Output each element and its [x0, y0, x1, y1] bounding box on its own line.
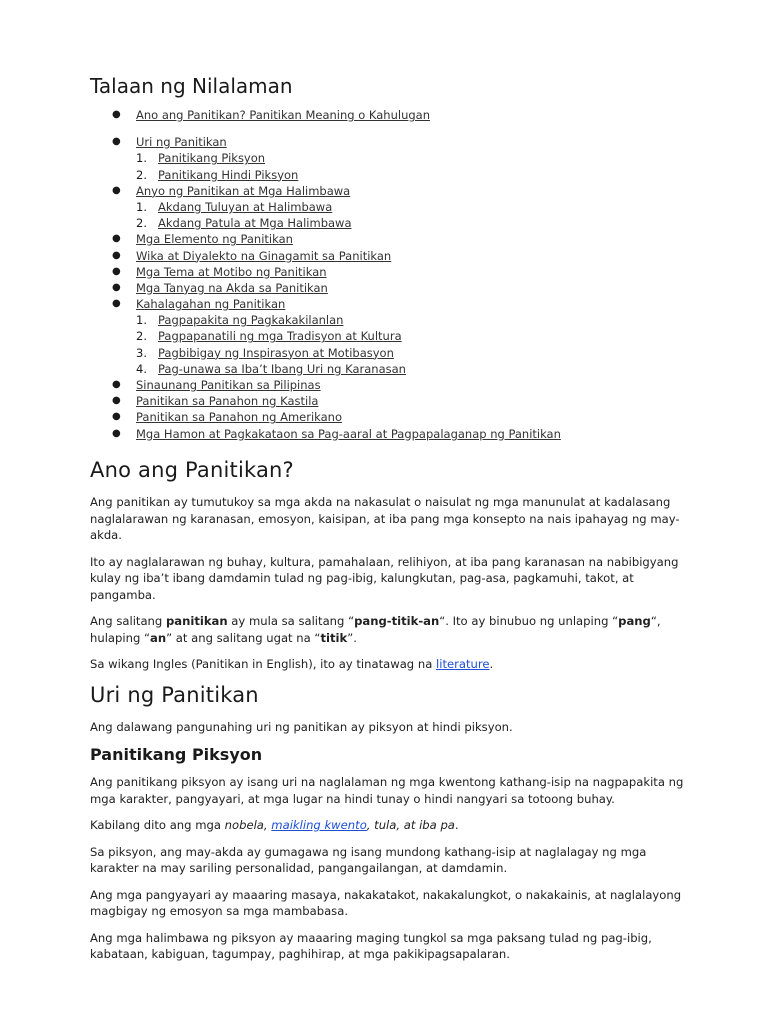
bullet-icon: ●: [112, 411, 121, 423]
text-run: .: [489, 657, 494, 671]
toc-subitem: [112, 328, 672, 344]
text-run: ” at ang salitang ugat na “: [166, 630, 321, 645]
toc-link[interactable]: Pagpapanatili ng mga Tradisyon at Kultura: [158, 329, 402, 344]
toc-link[interactable]: Mga Tanyag na Akda sa Panitikan: [136, 280, 328, 295]
toc-item: [112, 231, 672, 247]
toc-link[interactable]: Akdang Patula at Mga Halimbawa: [158, 216, 352, 231]
bullet-icon: ●: [112, 184, 121, 196]
toc-link[interactable]: Panitikan sa Panahon ng Amerikano: [136, 410, 343, 425]
bullet-icon: ●: [112, 281, 121, 293]
paragraph: Ang panitikan ay tumutukoy sa mga akda na nakasulat o naisulat ng mga manunulat at kadalasang naglalarawan ng karanasan, emosyon, kaisipan, at iba pang mga konsepto na nais ipahayag ng may-akda.: [90, 495, 680, 542]
bold-term: titik: [320, 630, 348, 645]
toc-link[interactable]: Pag-unawa sa Iba’t Ibang Uri ng Karanasan: [158, 361, 406, 376]
text-run: Sa wikang Ingles (Panitikan in English), ito ay tinatawag na: [90, 657, 436, 671]
bold-term: pang: [618, 614, 651, 628]
toc-subitem: [112, 215, 672, 231]
toc-link[interactable]: Pagbibigay ng Inspirasyon at Motibasyon: [158, 345, 394, 360]
paragraph: Ito ay naglalarawan ng buhay, kultura, pamahalaan, relihiyon, at iba pang karanasan na nabibigyang kulay ng iba’t ibang damdamin tulad ng pag-ibig, kalungkutan, pag-asa, pagkamuhi, takot, at pangamba.: [90, 554, 679, 602]
section-heading-panitikang-piksyon: Panitikang Piksyon: [90, 745, 263, 764]
toc-item: [112, 377, 672, 393]
paragraph: Ang mga halimbawa ng piksyon ay maaaring maging tungkol sa mga paksang tulad ng pag-ibig, kabataan, kabiguan, tagumpay, paghihirap, at mga pakikipagsapalaran.: [90, 930, 652, 961]
article-body: [90, 458, 690, 973]
toc-link[interactable]: Mga Hamon at Pagkakataon sa Pag-aaral at Pagpapalaganap ng Panitikan: [136, 426, 561, 441]
toc-item: [112, 248, 672, 264]
paragraph: [90, 656, 690, 673]
toc-item: [112, 426, 672, 442]
toc-link[interactable]: Mga Elemento ng Panitikan: [136, 232, 293, 247]
italic-term: nobela,: [224, 818, 268, 832]
toc-number: 1.: [136, 151, 147, 166]
toc-item: [112, 393, 672, 409]
toc-subitem: [112, 167, 672, 183]
toc-link[interactable]: Pagpapakita ng Pagkakakilanlan: [158, 313, 344, 328]
text-run: Kabilang dito ang mga: [90, 818, 225, 832]
toc-item: [112, 134, 672, 150]
italic-term: , tula, at iba pa: [366, 818, 455, 832]
toc-number: 4.: [136, 361, 147, 376]
bold-term: pang-titik-an: [354, 614, 440, 628]
toc-number: 1.: [136, 199, 147, 214]
toc-link[interactable]: Ano ang Panitikan? Panitikan Meaning o Kahulugan: [136, 108, 430, 122]
toc-link[interactable]: Anyo ng Panitikan at Mga Halimbawa: [136, 183, 351, 198]
toc-number: 2.: [136, 167, 147, 182]
toc-subitem: [112, 345, 672, 361]
toc-item: [112, 183, 672, 199]
toc-link[interactable]: Sinaunang Panitikan sa Pilipinas: [136, 378, 321, 392]
toc-link[interactable]: Panitikan sa Panahon ng Kastila: [136, 394, 319, 409]
toc-link[interactable]: Akdang Tuluyan at Halimbawa: [158, 199, 333, 214]
bullet-icon: ●: [112, 136, 121, 148]
toc-number: 2.: [136, 216, 147, 231]
paragraph: [90, 613, 690, 646]
toc-subitem: [112, 361, 672, 377]
toc-item: [112, 409, 672, 425]
text-run: “. Ito ay binubuo ng unlaping “: [439, 614, 619, 628]
literature-link[interactable]: literature: [436, 657, 490, 671]
paragraph: [90, 817, 690, 834]
toc-link[interactable]: Mga Tema at Motibo ng Panitikan: [136, 264, 327, 279]
bold-term: panitikan: [165, 614, 228, 628]
toc-subitem: [112, 199, 672, 215]
text-run: “, hulaping “: [90, 614, 661, 645]
toc-item: [112, 107, 672, 123]
text-run: ay mula sa salitang “: [227, 614, 355, 628]
toc-number: 3.: [136, 345, 147, 360]
bullet-icon: ●: [112, 395, 121, 407]
maikling-kwento-link[interactable]: [271, 818, 366, 832]
link-text: maikling kwento: [271, 818, 367, 832]
bullet-icon: ●: [112, 233, 121, 245]
paragraph: Ang dalawang pangunahing uri ng panitikan ay piksyon at hindi piksyon.: [90, 719, 513, 734]
toc-link[interactable]: Kahalagahan ng Panitikan: [136, 297, 286, 312]
toc-number: 1.: [136, 313, 147, 328]
toc-item: [112, 296, 672, 312]
bullet-icon: ●: [112, 298, 121, 310]
bullet-icon: ●: [112, 109, 121, 120]
paragraph: Ang panitikang piksyon ay isang uri na naglalaman ng mga kwentong kathang-isip na nagpapakita ng mga karakter, pangyayari, at mga lugar na hindi tunay o hindi nangyari sa totoong buhay.: [90, 775, 684, 806]
section-heading-uri-ng-panitikan: Uri ng Panitikan: [90, 682, 259, 707]
toc-number: 2.: [136, 329, 147, 344]
bullet-icon: ●: [112, 249, 121, 261]
toc-link[interactable]: Uri ng Panitikan: [136, 135, 227, 150]
toc-link[interactable]: Panitikang Piksyon: [158, 151, 266, 166]
text-run: ”.: [347, 630, 357, 645]
toc-title: Talaan ng Nilalaman: [90, 74, 293, 98]
toc-subitem: [112, 150, 672, 166]
bullet-icon: ●: [112, 379, 121, 390]
paragraph: Sa piksyon, ang may-akda ay gumagawa ng isang mundong kathang-isip at naglalagay ng mga karakter na may sariling personalidad, pangangailangan, at damdamin.: [90, 844, 647, 875]
text-run: Ang salitang: [90, 614, 166, 628]
bold-term: an: [150, 630, 167, 645]
text-run: .: [454, 818, 459, 832]
section-heading-ano-ang-panitikan: Ano ang Panitikan?: [90, 458, 294, 482]
bullet-icon: ●: [112, 427, 121, 439]
toc-link[interactable]: Panitikang Hindi Piksyon: [158, 167, 299, 182]
bullet-icon: ●: [112, 265, 121, 277]
table-of-contents: [112, 107, 672, 442]
paragraph: Ang mga pangyayari ay maaaring masaya, nakakatakot, nakakalungkot, o nakakainis, at naglalayong magbigay ng emosyon sa mga mambabasa.: [90, 887, 682, 918]
toc-item: [112, 264, 672, 280]
toc-item: [112, 280, 672, 296]
toc-subitem: [112, 312, 672, 328]
toc-link[interactable]: Wika at Diyalekto na Ginagamit sa Panitikan: [136, 248, 392, 263]
